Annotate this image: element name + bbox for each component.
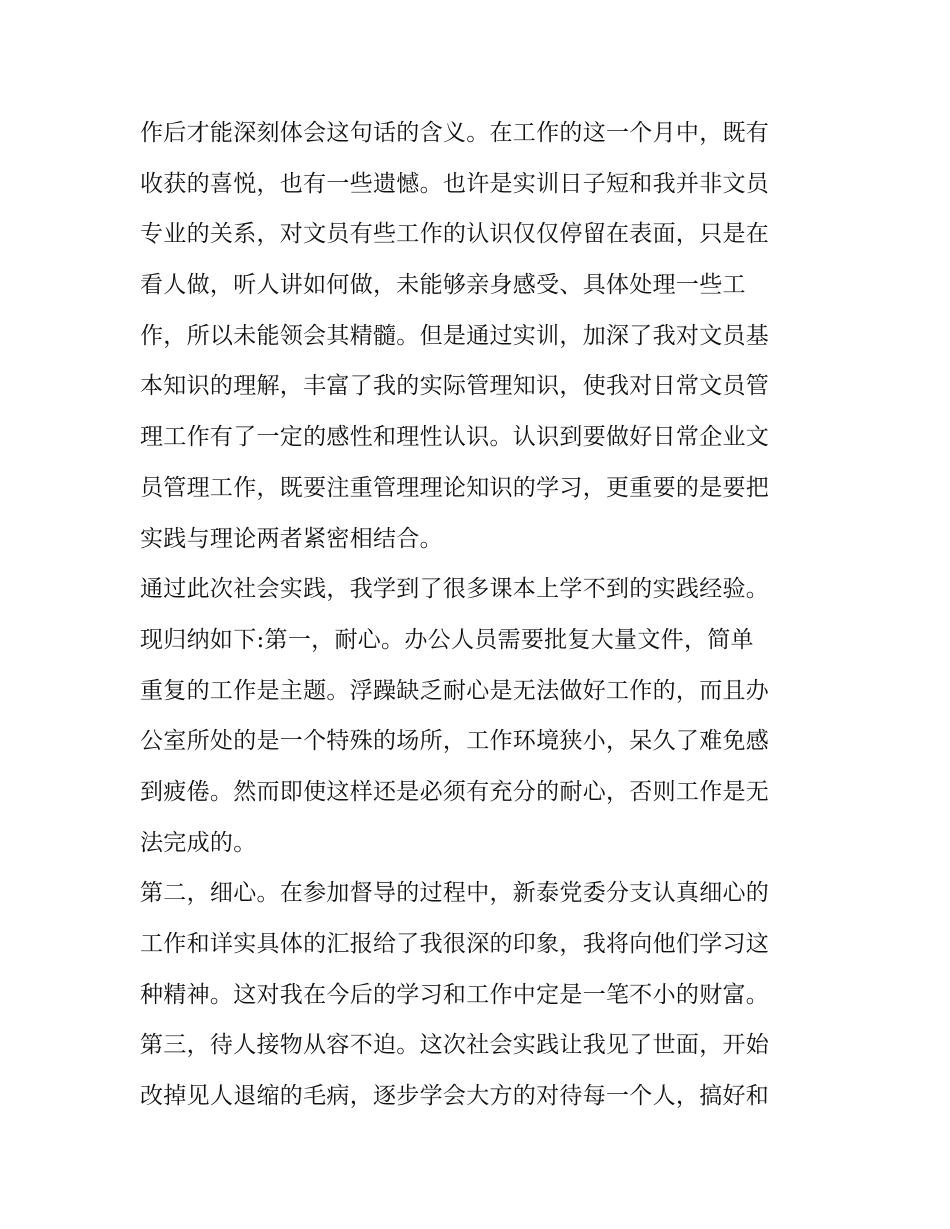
text-line: 本知识的理解，丰富了我的实际管理知识，使我对日常文员管: [140, 373, 770, 400]
text-line: 作，所以未能领会其精髓。但是通过实训，加深了我对文员基: [140, 322, 770, 349]
text-line: 员管理工作，既要注重管理理论知识的学习，更重要的是要把: [140, 474, 770, 501]
text-line: 实践与理论两者紧密相结合。: [140, 525, 443, 552]
text-line: 到疲倦。然而即使这样还是必须有充分的耐心，否则工作是无: [140, 778, 770, 805]
text-line: 法完成的。: [140, 829, 257, 856]
body-text: [140, 108, 820, 1122]
text-line: 理工作有了一定的感性和理性认识。认识到要做好日常企业文: [140, 424, 770, 451]
text-line: 重复的工作是主题。浮躁缺乏耐心是无法做好工作的，而且办: [140, 677, 770, 704]
text-line: 作后才能深刻体会这句话的含义。在工作的这一个月中，既有: [140, 120, 770, 146]
text-line: 种精神。这对我在今后的学习和工作中定是一笔不小的财富。: [140, 981, 770, 1008]
text-line: 改掉见人退缩的毛病，逐步学会大方的对待每一个人，搞好和: [140, 1083, 770, 1110]
text-line: 收获的喜悦，也有一些遗憾。也许是实训日子短和我并非文员: [140, 170, 770, 197]
text-line: 公室所处的是一个特殊的场所，工作环境狭小，呆久了难免感: [140, 728, 770, 755]
text-line: 通过此次社会实践，我学到了很多课本上学不到的实践经验。: [140, 576, 770, 603]
text-line: 专业的关系，对文员有些工作的认识仅仅停留在表面，只是在: [140, 221, 770, 248]
text-line: 第二，细心。在参加督导的过程中，新泰党委分支认真细心的: [140, 880, 770, 907]
text-line: 工作和详实具体的汇报给了我很深的印象，我将向他们学习这: [140, 931, 770, 957]
text-line: 第三，待人接物从容不迫。这次社会实践让我见了世面，开始: [140, 1032, 770, 1059]
text-line: 现归纳如下:第一，耐心。办公人员需要批复大量文件，简单: [140, 626, 754, 653]
text-line: 看人做，听人讲如何做，未能够亲身感受、具体处理一些工: [140, 272, 746, 299]
